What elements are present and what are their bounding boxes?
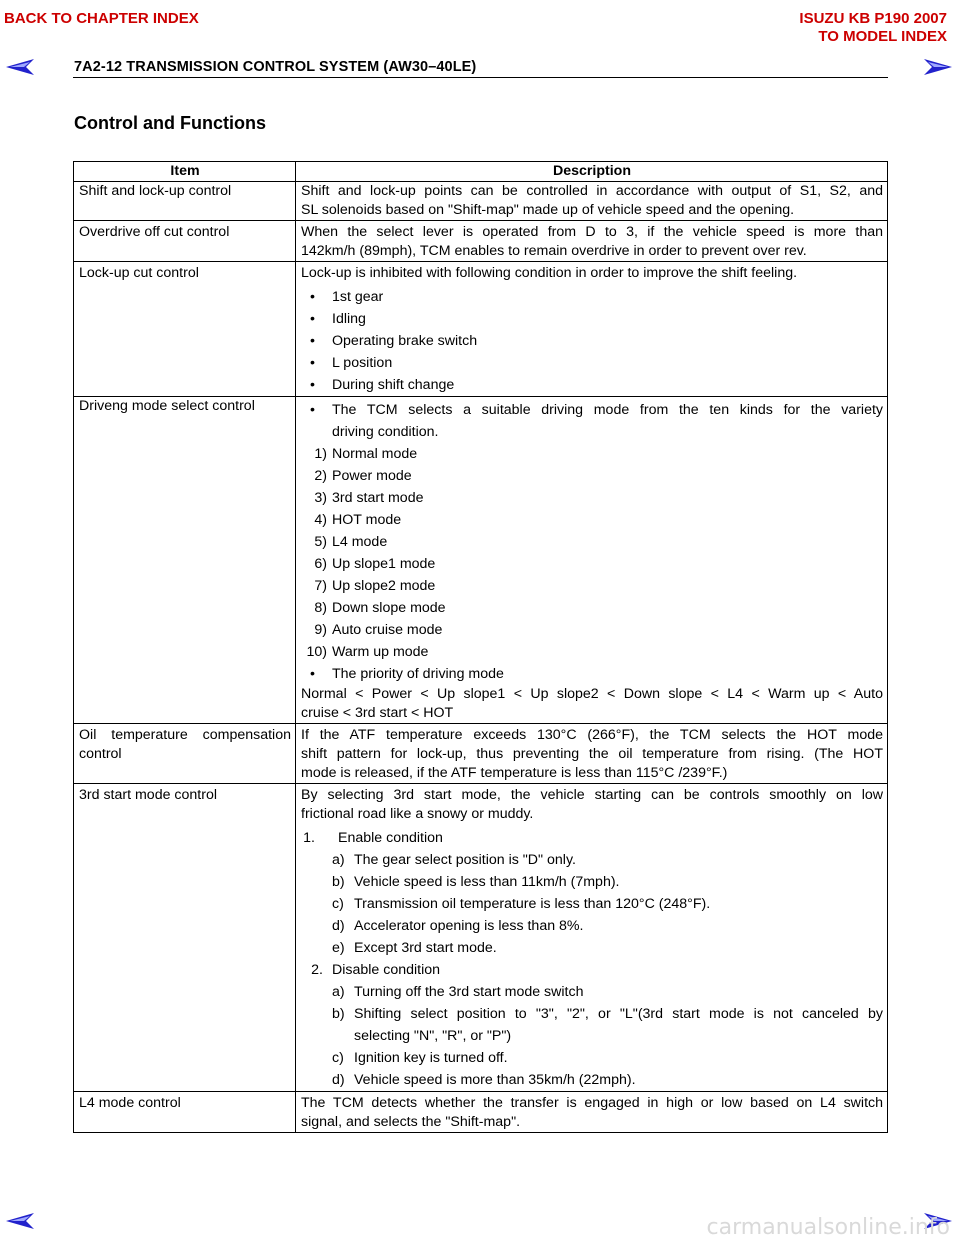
list-number: b) [332, 874, 345, 890]
list-number: 6) [314, 556, 327, 572]
text-line: selecting "N", "R", or "P") [354, 1028, 512, 1044]
table-row-overdrive [74, 221, 888, 262]
list-text: Ignition key is turned off. [354, 1050, 508, 1066]
list-item [301, 597, 883, 619]
page-header-title: 7A2-12 TRANSMISSION CONTROL SYSTEM (AW30–40LE) [74, 59, 477, 75]
next-page-arrow-icon[interactable] [922, 58, 952, 76]
list-text: Up slope1 mode [332, 556, 436, 572]
list-item: • Idling [301, 308, 883, 330]
text-line: 142km/h (89mph), TCM enables to remain overdrive in order to prevent over rev. [301, 243, 807, 259]
list-item [301, 849, 883, 871]
list-item: • 1st gear [301, 286, 883, 308]
list-item [301, 827, 883, 849]
list-item [301, 893, 883, 915]
text-line: mode is released, if the ATF temperature is less than 115°C /239°F.) [301, 765, 728, 781]
back-to-chapter-index-link[interactable]: BACK TO CHAPTER INDEX [4, 10, 199, 27]
list-item [301, 1003, 883, 1025]
list-text: Except 3rd start mode. [354, 940, 497, 956]
text-line: By selecting 3rd start mode, the vehicle starting can be controls smoothly on low [301, 787, 883, 803]
list-item: • L position [301, 352, 883, 374]
list-text: L4 mode [332, 534, 388, 550]
previous-page-arrow-icon[interactable] [6, 1212, 36, 1230]
list-item [301, 937, 883, 959]
list-text: HOT mode [332, 512, 402, 528]
list-number: 1. [303, 830, 315, 846]
watermark: carmanualsonline.info [706, 1215, 950, 1240]
list-item: • The priority of driving mode [301, 663, 883, 685]
list-text: The gear select position is "D" only. [354, 852, 576, 868]
text-line: shift pattern for lock-up, thus preventing the oil temperature from rising. (The HOT [301, 746, 883, 762]
description-cell [296, 784, 888, 1092]
list-item [301, 487, 883, 509]
table-row-l4-mode [74, 1092, 888, 1133]
column-header-description: Description [296, 162, 888, 182]
description-cell [296, 221, 888, 262]
text-line: cruise < 3rd start < HOT [301, 705, 454, 721]
text-line: Lock-up is inhibited with following condition in order to improve the shift feeling. [301, 265, 798, 281]
description-cell [296, 397, 888, 724]
list-number: d) [332, 918, 345, 934]
list-item [301, 619, 883, 641]
table-row-driving-mode [74, 397, 888, 724]
text-line: frictional road like a snowy or muddy. [301, 806, 534, 822]
text-line: Oil temperature compensation [79, 727, 291, 743]
list-number: 10) [306, 644, 327, 660]
item-cell [74, 724, 296, 784]
description-cell [296, 724, 888, 784]
text-line: If the ATF temperature exceeds 130°C (266°F), the TCM selects the HOT mode [301, 727, 883, 743]
table-row-lockup-cut [74, 262, 888, 397]
table-row-shift-lockup [74, 182, 888, 221]
list-number: 2. [311, 962, 323, 978]
list-text: Vehicle speed is more than 35km/h (22mph). [354, 1072, 636, 1088]
text-line: driving condition. [332, 424, 439, 440]
list-text: Vehicle speed is less than 11km/h (7mph). [354, 874, 620, 890]
list-text: Turning off the 3rd start mode switch [354, 984, 584, 1000]
list-item [301, 443, 883, 465]
list-text: Normal mode [332, 446, 418, 462]
list-item [301, 871, 883, 893]
list-item: • The TCM selects a suitable driving mode from the ten kinds for the variety [301, 399, 883, 421]
table-row-3rd-start [74, 784, 888, 1092]
list-number: e) [332, 940, 345, 956]
text-line: Shift and lock-up points can be controlled in accordance with output of S1, S2, and [301, 183, 883, 199]
list-item [301, 1069, 883, 1091]
model-title[interactable]: ISUZU KB P190 2007 [799, 10, 947, 27]
list-item [301, 1047, 883, 1069]
list-number: d) [332, 1072, 345, 1088]
item-cell: 3rd start mode control [74, 784, 296, 1092]
text-line: Normal < Power < Up slope1 < Up slope2 < Down slope < L4 < Warm up < Auto [301, 686, 883, 702]
list-text: 3rd start mode [332, 490, 424, 506]
previous-page-arrow-icon[interactable] [6, 58, 36, 76]
list-item [301, 509, 883, 531]
to-model-index-link[interactable]: TO MODEL INDEX [818, 28, 947, 45]
list-number: 3) [314, 490, 327, 506]
section-title: Control and Functions [74, 113, 266, 133]
list-text: Accelerator opening is less than 8%. [354, 918, 584, 934]
list-item [301, 575, 883, 597]
table-header-row [74, 162, 888, 182]
list-item [301, 915, 883, 937]
column-header-item: Item [74, 162, 296, 182]
table-row-oil-temperature [74, 724, 888, 784]
list-item [301, 465, 883, 487]
text-line: The TCM detects whether the transfer is engaged in high or low based on L4 switch [301, 1095, 883, 1111]
text-line: signal, and selects the "Shift-map". [301, 1114, 521, 1130]
text-line: SL solenoids based on "Shift-map" made up of vehicle speed and the opening. [301, 202, 795, 218]
list-item [301, 531, 883, 553]
list-number: c) [332, 896, 344, 912]
list-number: 7) [314, 578, 327, 594]
list-item [301, 641, 883, 663]
list-number: 9) [314, 622, 327, 638]
list-text: Enable condition [338, 830, 443, 846]
list-number: 8) [314, 600, 327, 616]
list-text: Up slope2 mode [332, 578, 436, 594]
control-functions-table [73, 161, 888, 1133]
item-cell: Lock-up cut control [74, 262, 296, 397]
list-number: b) [332, 1006, 345, 1022]
list-text: Shifting select position to "3", "2", or "L"(3rd start mode is not canceled by [354, 1006, 883, 1022]
list-text: Disable condition [332, 962, 441, 978]
description-cell [296, 182, 888, 221]
list-text: Power mode [332, 468, 412, 484]
header-divider [73, 77, 888, 78]
description-cell [296, 1092, 888, 1133]
list-text: Transmission oil temperature is less than 120°C (248°F). [354, 896, 711, 912]
list-item: • During shift change [301, 374, 883, 396]
text-line: When the select lever is operated from D to 3, if the vehicle speed is more than [301, 224, 883, 240]
list-number: 1) [314, 446, 327, 462]
list-item [301, 553, 883, 575]
description-cell [296, 262, 888, 397]
list-number: a) [332, 852, 345, 868]
list-number: 2) [314, 468, 327, 484]
text-line: control [79, 746, 122, 762]
list-item [301, 981, 883, 1003]
item-cell: L4 mode control [74, 1092, 296, 1133]
item-cell: Driveng mode select control [74, 397, 296, 724]
list-number: 4) [314, 512, 327, 528]
list-number: a) [332, 984, 345, 1000]
item-cell: Shift and lock-up control [74, 182, 296, 221]
list-number: c) [332, 1050, 344, 1066]
list-number: 5) [314, 534, 327, 550]
list-item: • Operating brake switch [301, 330, 883, 352]
list-text: Down slope mode [332, 600, 446, 616]
item-cell: Overdrive off cut control [74, 221, 296, 262]
list-item [301, 959, 883, 981]
list-text: Auto cruise mode [332, 622, 443, 638]
list-text: Warm up mode [332, 644, 429, 660]
